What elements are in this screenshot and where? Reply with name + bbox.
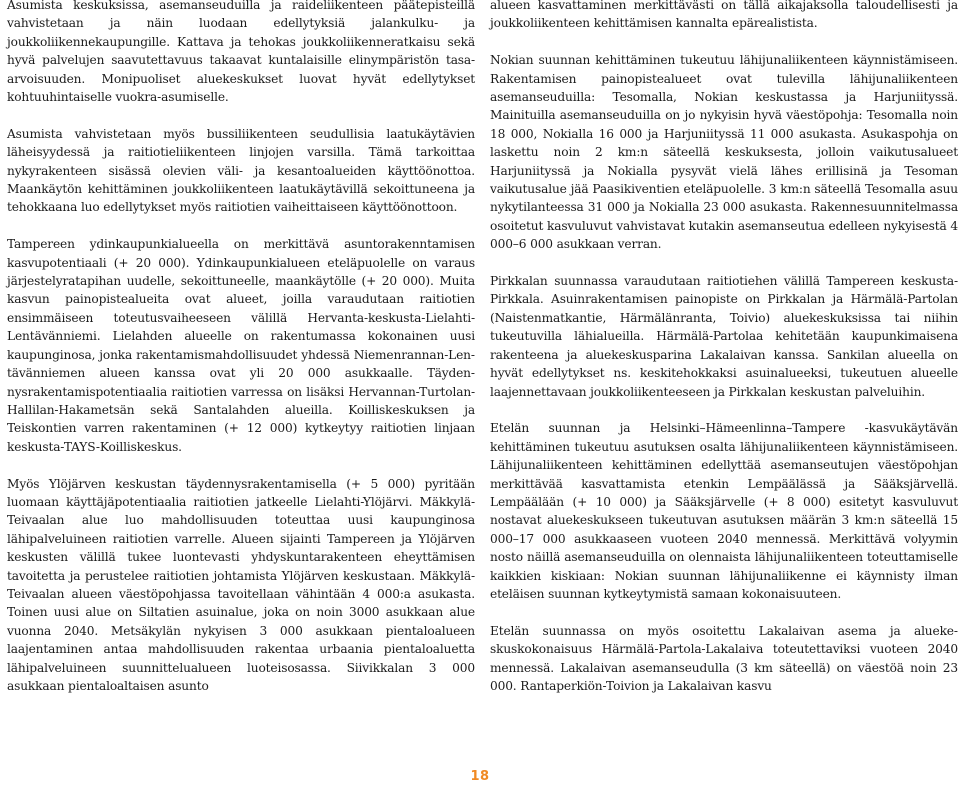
paragraph-station-areas: Asumista keskuksissa, asemanseuduilla ja raideliikenteen päätepisteillä vahvistetaan ja näin luodaan edellytyksiä jalankulku- ja joukkoliikennekaupungille. Kattava ja tehokas joukkoliikenneratkaisu sekä hyvä palvelujen saavutettavuus takaavat kuntalaisille elinympäristön tasa-arvoisuuden. Monipuoliset aluekeskukset luovat hyvät edellytykset kohtuuhintaiselle vuokra-asumiselle. (7, 0, 475, 105)
paragraph-bus-corridors: Asumista vahvistetaan myös bussiliikenteen seudullisia laatukäytävien läheisyydessä ja raitiotieliikenteen linjojen varsilla. Tämä tarkoittaa nykyrakenteen sisässä olevien väli- ja kesantoalueiden käyttöönottoa. Maankäytön kehittäminen joukkoliikenteen laatukäytävillä sekoittuneena ja tehokkaana luo edellytykset myös raitiotien vaiheittaiseen käyttöönottoon. (7, 126, 475, 215)
paragraph-south-corridor: Etelän suunnan ja Helsinki–Hämeenlinna–Tampere -kasvukäytävän kehittäminen tukeutuu asutuksen osalta lähijunaliikenteen käynnistämiseen. Lähijunaliikenteen kehittäminen edellyttää asemanseutujen väestöpohjan merkittävää kasvattamista etenkin Lempäälässä ja Sääksjärvellä. Lempäälään (+ 10 000) ja Sääksjärvelle (+ 8 000) esitetyt kasvuluvut nostavat aluekeskukseen tukeutuvan asutuksen määrän 3 km:n säteellä 15 000–17 000 asukkaaseen vuoteen 2040 mennessä. Merkittävä volyymin nosto näillä asemanseuduilla on olennaista lähijunaliikenteen toteuttamiselle kaikkien kiskiaan: Nokian suunnan lähijunaliikenne ei käynnisty ilman eteläisen suunnan kytkeytymistä samaan kokonaisuuteen. (490, 421, 958, 601)
right-text-column (490, 0, 958, 695)
left-text-column (7, 0, 475, 695)
paragraph-pirkkala: Pirkkalan suunnassa varaudutaan raitiotiehen välillä Tampereen keskusta-Pirkkala. Asuinrakentamisen painopiste on Pirkkalan ja Härmälä-Partolan (Naistenmatkantie, Härmälänranta, Toivio) aluekeskuksissa tai niihin tukeutuvilla lähialueilla. Härmälä-Partolaa kehitetään kaupunkimaisena rakenteena ja aluekeskusparina Lakalaivan kanssa. Sankilan alueella on hyvät edellytykset ns. keskitehokkaksi asuinalueeksi, tukeutuen alueelle laajennettavaan joukkoliikenteeseen ja Pirkkalan keskustan palveluihin. (490, 274, 958, 399)
paragraph-tampere-core: Tampereen ydinkaupunkialueella on merkittävä asuntorakenntamisen kasvupotentiaali (+ 20 000). Ydinkaupunkialueen eteläpuolelle on varaus järjestelyratapihan uudelle, sekoittuneelle, maankäytölle (+ 20 000). Muita kasvun painopistealueita ovat alueet, joilla varaudutaan raitiotien ensimmäiseen toteutusvaiheeseen välillä Hervanta-keskusta-Lielahti-Lentävänniemi. Lielahden alueelle on rakentumassa kokonainen uusi kaupunginosa, jonka rakentamismahdollisuudet yhdessä Niemenrannan-Lentävänniemen alueen kanssa ovat yli 20 000 asukkaalle. Täydennysrakentamispotentiaalia raitiotien varressa on lisäksi Hervannan-Turtolan-Hallilan-Hakametsän sekä Santalahden alueilla. Koilliskeskuksen ja Teiskontien varren rakentaminen (+ 12 000) kytkeytyy raitiotien linjaan keskusta-TAYS-Koilliskeskus. (7, 237, 475, 454)
page-number: 18 (470, 769, 490, 784)
paragraph-nokia: Nokian suunnan kehittäminen tukeutuu lähijunaliikenteen käynnistämiseen. Rakentamisen painopistealueet ovat tulevilla lähijunaliikenteen asemanseuduilla: Tesomalla, Nokian keskustassa ja Harjuniityssä. Mainituilla asemanseuduilla on jo nykyisin hyvä väestöpohja: Tesomalla noin 18 000, Nokialla 16 000 ja Harjuniityssä 11 000 asukasta. Asukaspohja on laskettu noin 2 km:n säteellä keskuksesta, jolloin vaikutusalueet Harjuniityssä ja Nokialla pysyvät vielä lähes erillisinä ja Tesoman vaikutusalue jää Paasikiventien eteläpuolelle. 3 km:n säteellä Tesomalla asuu nykytilanteessa 31 000 ja Nokialla 23 000 asukasta. Rakennesuunnitelmassa osoitetut kasvuluvut vahvistavat kutakin asemanseutua edelleen nykyisestä 4 000–6 000 asukkaan verran. (490, 53, 958, 252)
paragraph-lakalaiva: Etelän suunnassa on myös osoitettu Lakalaivan asema ja aluekeskuskokonaisuus Härmälä-Partola-Lakalaiva toteutettaviksi vuoteen 2040 mennessä. Lakalaivan asemanseudulla (3 km säteellä) on väestöä noin 23 000. Rantaperkiön-Toivion ja Lakalaivan kasvu (490, 623, 958, 693)
paragraph-continuation: alueen kasvattaminen merkittävästi on tällä aikajaksolla taloudellisesti ja joukkoliikenteen kehittämisen kannalta epärealistista. (490, 0, 958, 31)
paragraph-ylojarvi: Myös Ylöjärven keskustan täydennysrakentamisella (+ 5 000) pyritään luomaan käyttäjäpotentiaalia raitiotien jatkeelle Lielahti-Ylöjärvi. Mäkkylä-Teivaalan alue luo mahdollisuuden toteuttaa uusi kaupunginosa lähipalveluineen raitiotien varrelle. Alueen sijainti Tampereen ja Ylöjärven keskusten välillä tukee luontevasti yhdyskuntarakenteen eheyttämisen tavoitetta ja perustelee raitiotien johtamista Ylöjärven keskustaan. Mäkkylä-Teivaalan alueen väestöpohjassa tavoitellaan vähintään 4 000:a asukasta. Toinen uusi alue on Siltatien asuinalue, joka on noin 3000 asukkaan alue vuonna 2040. Metsäkylän nykyisen 3 000 asukkaan pientaloalueen laajentaminen antaa mahdollisuuden rakentaa urbaania pientaloaluetta lähipalveluineen suunnittelualueen luoteisosassa. Siivikkalan 3 000 asukkaan pientaloaltaisen asunto (7, 476, 475, 693)
